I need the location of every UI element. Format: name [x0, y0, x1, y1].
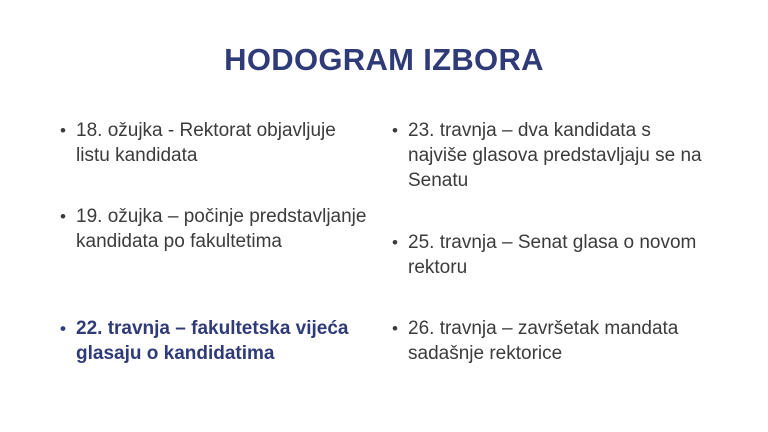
bullet-text: 23. travnja – dva kandidata s najviše glasova predstavljaju se na Senatu	[408, 120, 702, 191]
bullet-item	[392, 316, 710, 366]
bullet-text: 26. travnja – završetak mandata sadašnje rektorice	[408, 318, 679, 364]
bullet-icon: •	[60, 207, 66, 226]
bullet-text: 19. ožujka – počinje predstavljanje kandidata po fakultetima	[76, 206, 367, 252]
bullet-icon: •	[392, 233, 398, 252]
bullet-icon: •	[60, 121, 66, 140]
slide-title: HODOGRAM IZBORA	[224, 42, 544, 77]
bullet-text: 22. travnja – fakultetska vijeća glasaju o kandidatima	[76, 318, 349, 364]
bullet-item	[60, 118, 370, 168]
bullet-item	[392, 118, 710, 193]
bullet-text: 18. ožujka - Rektorat objavljuje listu kandidata	[76, 120, 336, 166]
bullet-icon: •	[60, 319, 66, 338]
bullet-icon: •	[392, 121, 398, 140]
bullet-item-emphasized	[60, 316, 370, 366]
bullet-item	[60, 204, 370, 254]
bullet-text: 25. travnja – Senat glasa o novom rektoru	[408, 232, 697, 278]
bullet-item	[392, 230, 710, 280]
bullet-icon: •	[392, 319, 398, 338]
